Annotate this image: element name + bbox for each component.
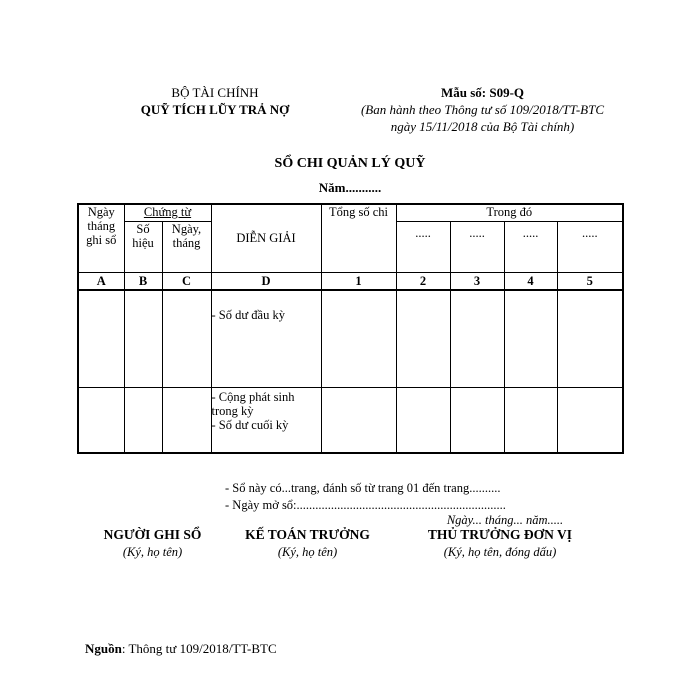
col-header-description: DIỄN GIẢI (211, 204, 321, 272)
year-label: Năm........... (318, 180, 382, 195)
form-number: Mẫu số: S09-Q (440, 85, 525, 100)
source-text: : Thông tư 109/2018/TT-BTC (121, 641, 277, 656)
col-header-of-which: Trong đó (396, 204, 623, 221)
header-left (110, 84, 320, 118)
signature-head-of-unit (410, 527, 590, 560)
col-letter: 4 (504, 272, 557, 290)
header-right (340, 84, 625, 135)
signature-role: THỦ TRƯỞNG ĐƠN VỊ (427, 527, 573, 542)
col-header-total: Tổng số chi (321, 204, 396, 272)
sub-col-placeholder: ..... (504, 221, 557, 272)
table-row (78, 387, 623, 453)
signature-hint: (Ký, họ tên) (277, 545, 338, 559)
signature-chief-accountant (235, 527, 380, 560)
column-letter-row (78, 272, 623, 290)
col-letter: D (211, 272, 321, 290)
col-letter: C (162, 272, 211, 290)
page-count-note: - Sổ này có...trang, đánh số từ trang 01 đến trang.......... (225, 481, 501, 495)
issued-by-line2: ngày 15/11/2018 của Bộ Tài chính) (390, 119, 575, 134)
closing-balance-label: - Số dư cuối kỳ (211, 417, 289, 432)
signature-recorder (95, 527, 210, 560)
notes (225, 480, 585, 514)
sub-col-placeholder: ..... (396, 221, 450, 272)
voucher-label: Chứng từ (143, 205, 192, 219)
col-letter: B (124, 272, 162, 290)
sub-col-placeholder: ..... (450, 221, 504, 272)
source-citation (85, 641, 277, 657)
signature-hint: (Ký, họ tên) (122, 545, 183, 559)
period-total-label: - Cộng phát sinh trong kỳ (211, 389, 295, 418)
sub-col-placeholder: ..... (557, 221, 623, 272)
table-row (78, 290, 623, 387)
signature-role: NGƯỜI GHI SỔ (103, 527, 202, 542)
col-letter: 5 (557, 272, 623, 290)
opening-balance-label: - Số dư đầu kỳ (211, 290, 321, 387)
period-summary-cell (211, 387, 321, 453)
signature-hint: (Ký, họ tên, đóng dấu) (443, 545, 557, 559)
fund-name: QUỸ TÍCH LŨY TRẢ NỢ (140, 102, 290, 117)
col-letter: 2 (396, 272, 450, 290)
col-header-voucher-no: Số hiệu (124, 221, 162, 272)
signature-date-line: Ngày... tháng... năm..... (446, 513, 564, 527)
col-letter: A (78, 272, 124, 290)
col-header-voucher-date: Ngày, tháng (162, 221, 211, 272)
col-letter: 3 (450, 272, 504, 290)
document-title: SỔ CHI QUẢN LÝ QUỸ (274, 156, 426, 171)
col-letter: 1 (321, 272, 396, 290)
col-header-voucher (124, 204, 211, 221)
ledger-table (77, 203, 624, 454)
source-label: Nguồn (85, 641, 122, 656)
ministry-name: BỘ TÀI CHÍNH (171, 85, 259, 100)
signature-role: KẾ TOÁN TRƯỞNG (245, 527, 370, 542)
issued-by-line1: (Ban hành theo Thông tư số 109/2018/TT-BTC (360, 102, 605, 117)
col-header-date: Ngày tháng ghi sổ (78, 204, 124, 272)
open-date-note: - Ngày mở sổ:................................................................... (225, 498, 506, 512)
